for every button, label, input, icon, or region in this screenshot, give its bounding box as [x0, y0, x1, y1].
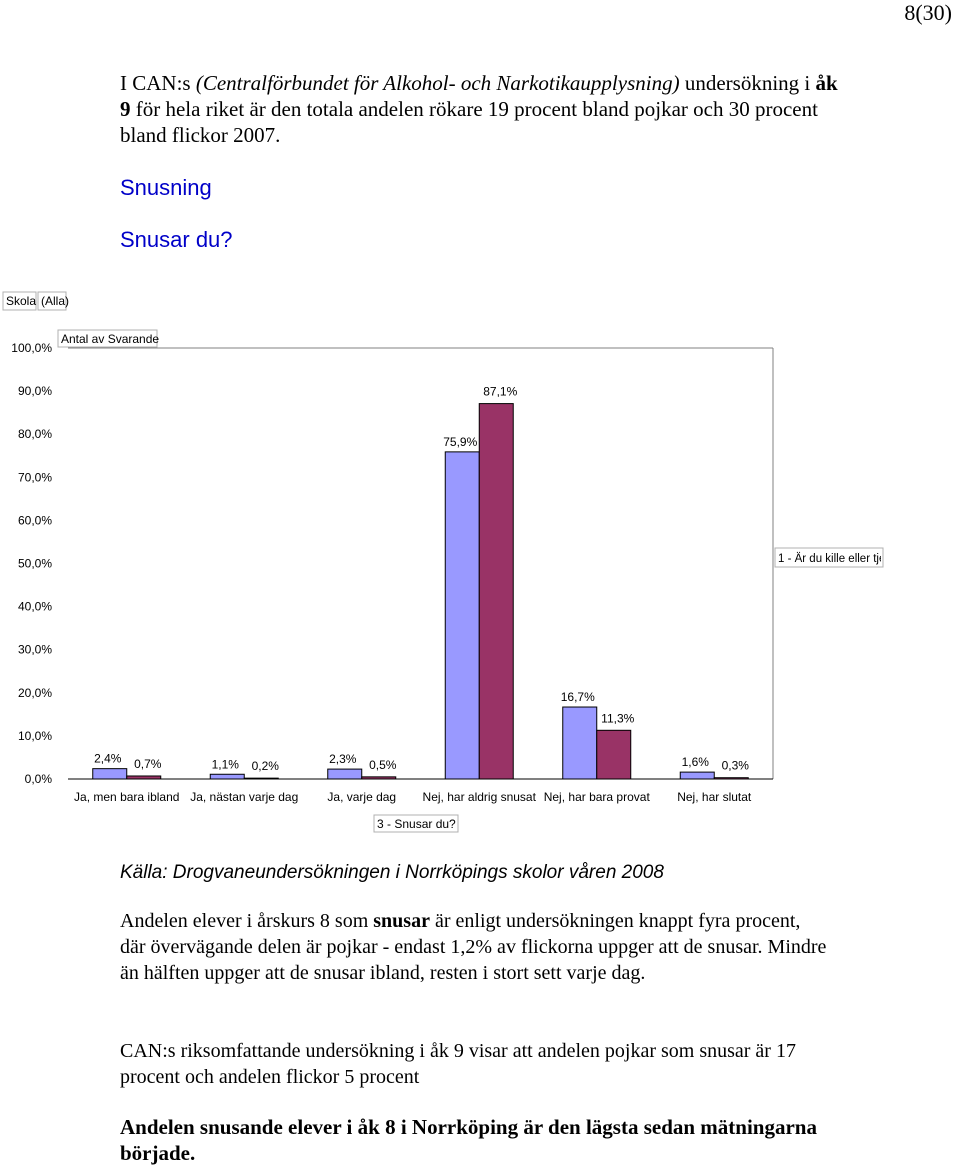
data-label: 16,7%	[560, 690, 595, 705]
data-label: 2,4%	[94, 751, 122, 766]
y-tick-label: 60,0%	[17, 513, 52, 528]
filter-value-label: (Alla)	[41, 294, 70, 308]
data-label: 11,3%	[601, 711, 635, 726]
intro-paragraph	[120, 70, 840, 148]
body-paragraph-1	[120, 908, 830, 986]
x-category-label: Ja, varje dag	[327, 790, 397, 804]
y-tick-label: 100,0%	[11, 341, 52, 355]
bar	[563, 707, 597, 779]
bar	[680, 772, 714, 779]
para1-bold: snusar	[373, 910, 430, 932]
y-tick-label: 30,0%	[17, 642, 52, 657]
question-heading: Snusar du?	[120, 227, 233, 252]
data-label: 87,1%	[483, 384, 518, 399]
para1-text-2: är enligt undersökningen knappt fyra procent, där övervägande delen är pojkar - endast 1,2% av flickorna uppger att de snusar. Mindre än hälften uppger att de snusar ibland, resten i stort sett varje dag.	[120, 910, 827, 984]
x-category-label: Ja, men bara ibland	[74, 790, 180, 804]
x-category-label: Nej, har aldrig snusat	[422, 790, 536, 804]
x-category-label: Nej, har bara provat	[543, 790, 650, 804]
x-category-label: Nej, har slutat	[677, 790, 752, 804]
y-tick-label: 40,0%	[17, 599, 52, 614]
data-label: 0,7%	[134, 756, 162, 771]
snus-bar-chart	[0, 290, 960, 840]
source-caption: Källa: Drogvaneundersökningen i Norrköpings skolor våren 2008	[120, 862, 664, 883]
y-tick-label: 50,0%	[17, 556, 52, 571]
bar	[93, 769, 127, 779]
plot-area	[11, 341, 773, 804]
bar	[328, 769, 362, 779]
body-paragraph-2: CAN:s riksomfattande undersökning i åk 9 visar att andelen pojkar som snusar är 17 procent och andelen flickor 5 procent	[120, 1040, 796, 1088]
y-tick-label: 90,0%	[17, 384, 52, 399]
data-label: 0,2%	[251, 759, 279, 774]
data-label: 0,3%	[721, 758, 749, 773]
x-axis-title: 3 - Snusar du?	[377, 817, 456, 831]
page-number: 8(30)	[904, 0, 952, 25]
legend-field-clip	[778, 553, 885, 565]
y-tick-label: 20,0%	[17, 685, 52, 700]
intro-grade: åk 9	[120, 71, 838, 121]
data-label: 0,5%	[369, 757, 397, 772]
bar	[479, 404, 513, 779]
data-label: 1,6%	[681, 755, 709, 770]
data-label: 1,1%	[211, 757, 239, 772]
section-heading: Snusning	[120, 175, 212, 200]
intro-text-2: undersökning i	[679, 71, 816, 95]
bar	[597, 730, 631, 779]
x-category-label: Ja, nästan varje dag	[190, 790, 299, 804]
filter-field-label: Skola	[6, 294, 37, 308]
y-tick-label: 0,0%	[24, 772, 52, 786]
intro-text-1: I CAN:s	[120, 71, 196, 95]
conclusion-paragraph: Andelen snusande elever i åk 8 i Norrköping är den lägsta sedan mätningarna började.	[120, 1115, 817, 1165]
data-label: 2,3%	[329, 752, 357, 767]
data-label: 75,9%	[443, 434, 478, 449]
intro-org-name: (Centralförbundet för Alkohol- och Narkotikaupplysning)	[195, 71, 680, 95]
bar	[445, 452, 479, 779]
para1-text-1: Andelen elever i årskurs 8 som	[120, 910, 374, 932]
y-tick-label: 70,0%	[17, 470, 52, 485]
intro-text-3: för hela riket är den totala andelen rökare 19 procent bland pojkar och 30 procent bland flickor 2007.	[120, 97, 818, 147]
y-tick-label: 80,0%	[17, 427, 52, 442]
y-tick-label: 10,0%	[17, 728, 52, 743]
bar	[210, 774, 244, 779]
legend-field-label: 1 - Är du kille eller tje	[778, 553, 886, 565]
data-field-label: Antal av Svarande	[61, 332, 160, 346]
